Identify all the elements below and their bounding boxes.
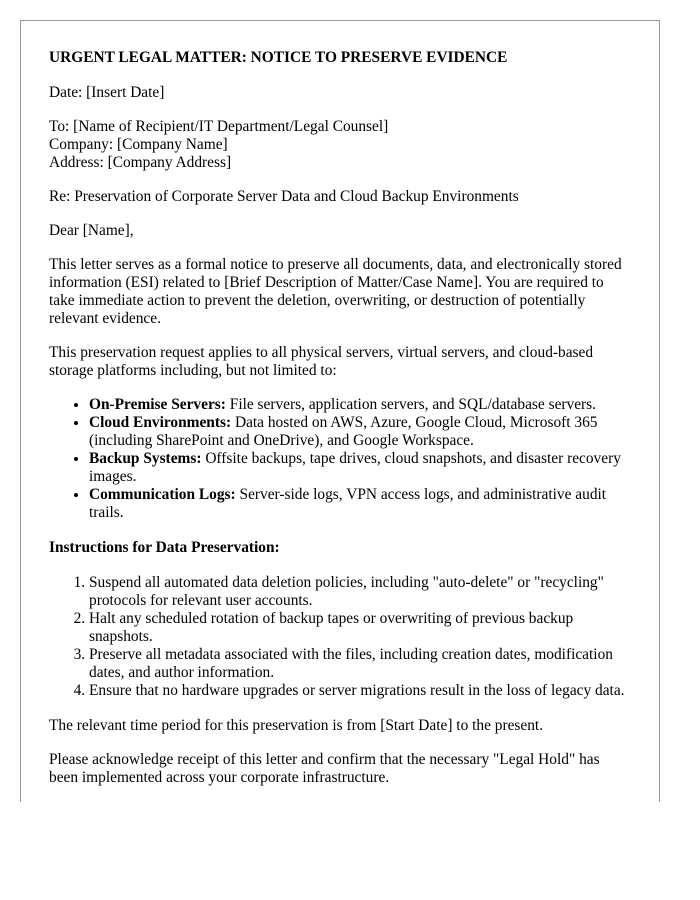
recipient-block xyxy=(49,118,631,172)
scope-item-text: Data hosted on AWS, Azure, Google Cloud, Microsoft 365 (including SharePoint and OneDrive), and Google Workspace. xyxy=(89,414,598,449)
period-paragraph: The relevant time period for this preservation is from [Start Date] to the present. xyxy=(49,717,544,734)
acknowledge-paragraph: Please acknowledge receipt of this letter and confirm that the necessary "Legal Hold" has been implemented across your corporate infrastructure. xyxy=(49,751,600,786)
scope-item-label: Communication Logs: xyxy=(89,486,236,503)
letter-page xyxy=(20,20,660,802)
instructions-heading: Instructions for Data Preservation: xyxy=(49,539,280,556)
scope-item-cloud xyxy=(89,414,631,450)
scope-item-label: Cloud Environments: xyxy=(89,414,232,431)
scope-item-logs xyxy=(89,486,631,522)
scope-list xyxy=(49,396,631,522)
recipient-address: Address: [Company Address] xyxy=(49,154,232,171)
date-line: Date: [Insert Date] xyxy=(49,84,165,101)
instruction-item: 2. Halt any scheduled rotation of backup tapes or overwriting of previous backup snapshots. xyxy=(89,610,631,646)
recipient-company: Company: [Company Name] xyxy=(49,136,228,153)
letter-title: URGENT LEGAL MATTER: NOTICE TO PRESERVE EVIDENCE xyxy=(49,49,508,66)
re-line: Re: Preservation of Corporate Server Data and Cloud Backup Environments xyxy=(49,188,519,205)
instruction-item: 4. Ensure that no hardware upgrades or server migrations result in the loss of legacy data. xyxy=(89,682,631,700)
scope-item-label: On-Premise Servers: xyxy=(89,396,226,413)
scope-item-text: Server-side logs, VPN access logs, and administrative audit trails. xyxy=(89,486,607,521)
instruction-item: 3. Preserve all metadata associated with the files, including creation dates, modification dates, and author information. xyxy=(89,646,631,682)
salutation: Dear [Name], xyxy=(49,222,134,239)
instructions-list xyxy=(49,574,631,700)
recipient-to: To: [Name of Recipient/IT Department/Legal Counsel] xyxy=(49,118,389,135)
scope-item-backup xyxy=(89,450,631,486)
intro-paragraph: This letter serves as a formal notice to preserve all documents, data, and electronically stored information (ESI) related to [Brief Description of Matter/Case Name]. You are required to take immediate action to prevent the deletion, overwriting, or destruction of potentially relevant evidence. xyxy=(49,256,622,327)
scope-item-label: Backup Systems: xyxy=(89,450,202,467)
scope-item-text: Offsite backups, tape drives, cloud snapshots, and disaster recovery images. xyxy=(89,450,621,485)
scope-item-text: File servers, application servers, and SQL/database servers. xyxy=(225,396,597,413)
instruction-item: 1. Suspend all automated data deletion policies, including "auto-delete" or "recycling" protocols for relevant user accounts. xyxy=(89,574,631,610)
scope-paragraph: This preservation request applies to all physical servers, virtual servers, and cloud-based storage platforms including, but not limited to: xyxy=(49,344,594,379)
scope-item-on-premise xyxy=(89,396,631,414)
